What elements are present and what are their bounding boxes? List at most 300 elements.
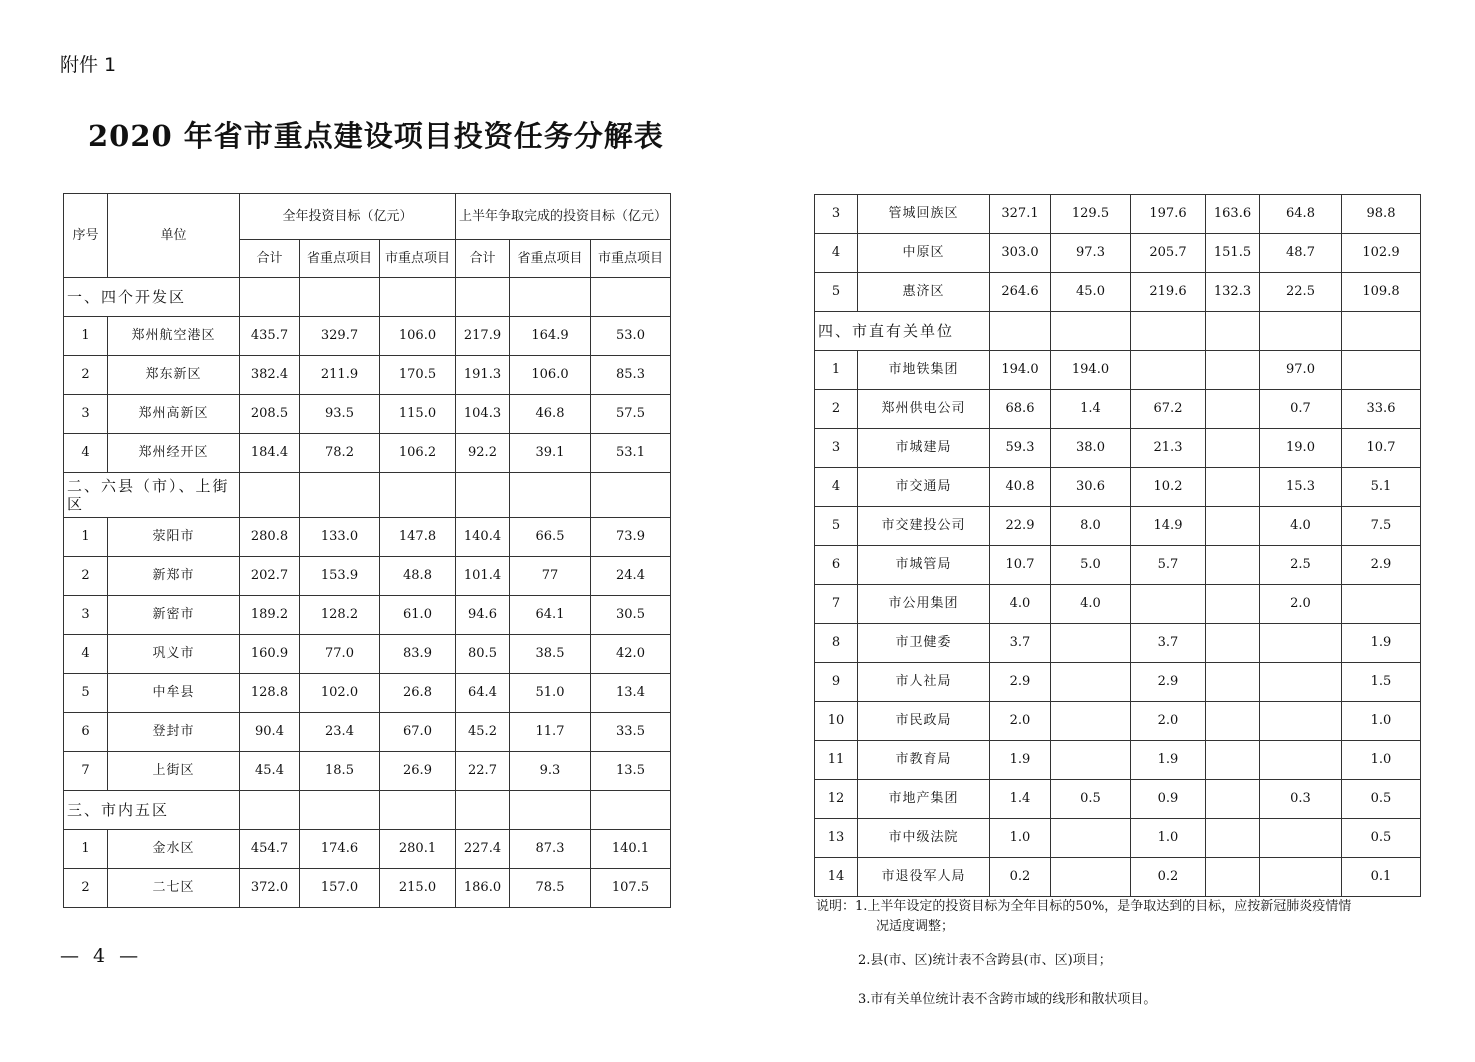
value-cell: 202.7 [240, 557, 300, 596]
unit-cell: 金水区 [108, 830, 240, 869]
value-cell: 160.9 [240, 635, 300, 674]
seq-cell: 3 [64, 395, 108, 434]
value-cell [1131, 585, 1206, 624]
investment-table-right [814, 194, 1421, 897]
unit-cell: 市卫健委 [858, 624, 990, 663]
unit-cell: 市人社局 [858, 663, 990, 702]
value-cell: 21.3 [1131, 429, 1206, 468]
value-cell: 189.2 [240, 596, 300, 635]
value-cell: 0.2 [990, 858, 1051, 897]
value-cell: 147.8 [380, 518, 456, 557]
value-cell: 0.3 [1260, 780, 1342, 819]
header-annual-province: 省重点项目 [300, 240, 380, 278]
value-cell: 4.0 [1260, 507, 1342, 546]
value-cell: 197.6 [1131, 195, 1206, 234]
value-cell: 435.7 [240, 317, 300, 356]
note-line-3: 3.市有关单位统计表不含跨市域的线形和散状项目。 [858, 992, 1157, 1007]
value-cell: 18.5 [300, 752, 380, 791]
empty-cell [990, 312, 1051, 351]
value-cell: 0.1 [1342, 858, 1421, 897]
table-row [64, 635, 671, 674]
value-cell: 115.0 [380, 395, 456, 434]
value-cell: 264.6 [990, 273, 1051, 312]
value-cell: 94.6 [456, 596, 510, 635]
header-unit: 单位 [108, 194, 240, 278]
table-row [815, 195, 1421, 234]
value-cell: 128.8 [240, 674, 300, 713]
empty-cell [300, 791, 380, 830]
value-cell: 303.0 [990, 234, 1051, 273]
table-row [64, 869, 671, 908]
empty-cell [300, 278, 380, 317]
value-cell: 13.5 [591, 752, 671, 791]
value-cell: 1.5 [1342, 663, 1421, 702]
empty-cell [240, 791, 300, 830]
value-cell: 194.0 [990, 351, 1051, 390]
value-cell: 217.9 [456, 317, 510, 356]
seq-cell: 2 [64, 869, 108, 908]
value-cell: 45.2 [456, 713, 510, 752]
value-cell: 0.9 [1131, 780, 1206, 819]
value-cell [1260, 624, 1342, 663]
unit-cell: 郑州供电公司 [858, 390, 990, 429]
table-row [815, 858, 1421, 897]
value-cell [1206, 702, 1260, 741]
table-row [815, 273, 1421, 312]
unit-cell: 上街区 [108, 752, 240, 791]
value-cell: 87.3 [510, 830, 591, 869]
value-cell: 133.0 [300, 518, 380, 557]
value-cell: 208.5 [240, 395, 300, 434]
value-cell [1051, 624, 1131, 663]
empty-cell [510, 278, 591, 317]
empty-cell [456, 473, 510, 518]
value-cell: 38.5 [510, 635, 591, 674]
table-row [64, 356, 671, 395]
empty-cell [1131, 312, 1206, 351]
value-cell: 184.4 [240, 434, 300, 473]
value-cell: 51.0 [510, 674, 591, 713]
value-cell: 10.7 [1342, 429, 1421, 468]
value-cell: 67.0 [380, 713, 456, 752]
empty-cell [240, 278, 300, 317]
table-row [64, 518, 671, 557]
value-cell: 129.5 [1051, 195, 1131, 234]
note-line-2: 2.县(市、区)统计表不含跨县(市、区)项目； [858, 953, 1112, 968]
value-cell [1342, 351, 1421, 390]
value-cell: 2.5 [1260, 546, 1342, 585]
value-cell: 106.0 [380, 317, 456, 356]
empty-cell [1260, 312, 1342, 351]
header-seq: 序号 [64, 194, 108, 278]
value-cell: 1.9 [990, 741, 1051, 780]
unit-cell: 巩义市 [108, 635, 240, 674]
value-cell: 132.3 [1206, 273, 1260, 312]
value-cell: 48.7 [1260, 234, 1342, 273]
seq-cell: 1 [64, 317, 108, 356]
value-cell: 104.3 [456, 395, 510, 434]
value-cell: 0.2 [1131, 858, 1206, 897]
seq-cell: 9 [815, 663, 858, 702]
unit-cell: 市公用集团 [858, 585, 990, 624]
value-cell: 66.5 [510, 518, 591, 557]
value-cell [1206, 819, 1260, 858]
section-row [64, 473, 671, 518]
unit-cell: 市中级法院 [858, 819, 990, 858]
value-cell: 33.6 [1342, 390, 1421, 429]
value-cell [1342, 585, 1421, 624]
value-cell: 4.0 [1051, 585, 1131, 624]
table-row [64, 830, 671, 869]
right-table-body [815, 195, 1421, 897]
seq-cell: 6 [64, 713, 108, 752]
seq-cell: 2 [815, 390, 858, 429]
table-row [815, 234, 1421, 273]
value-cell: 128.2 [300, 596, 380, 635]
value-cell: 64.4 [456, 674, 510, 713]
table-row [815, 741, 1421, 780]
unit-cell: 市地产集团 [858, 780, 990, 819]
left-table-body [64, 278, 671, 908]
document-title: 2020 年省市重点建设项目投资任务分解表 [88, 119, 664, 153]
table-row [64, 596, 671, 635]
value-cell: 327.1 [990, 195, 1051, 234]
value-cell: 15.3 [1260, 468, 1342, 507]
empty-cell [510, 473, 591, 518]
section-title: 三、市内五区 [64, 791, 240, 830]
value-cell: 77.0 [300, 635, 380, 674]
value-cell [1206, 351, 1260, 390]
seq-cell: 7 [64, 752, 108, 791]
table-row [64, 752, 671, 791]
seq-cell: 6 [815, 546, 858, 585]
value-cell: 0.7 [1260, 390, 1342, 429]
value-cell [1206, 507, 1260, 546]
seq-cell: 5 [815, 507, 858, 546]
unit-cell: 中牟县 [108, 674, 240, 713]
value-cell: 280.1 [380, 830, 456, 869]
value-cell: 26.8 [380, 674, 456, 713]
unit-cell: 郑州航空港区 [108, 317, 240, 356]
note-line-1-continued: 况适度调整； [876, 919, 955, 934]
value-cell: 215.0 [380, 869, 456, 908]
value-cell [1206, 468, 1260, 507]
value-cell: 2.9 [1131, 663, 1206, 702]
value-cell: 22.9 [990, 507, 1051, 546]
value-cell: 2.0 [1131, 702, 1206, 741]
unit-cell: 市城建局 [858, 429, 990, 468]
unit-cell: 新密市 [108, 596, 240, 635]
value-cell: 140.4 [456, 518, 510, 557]
value-cell: 45.0 [1051, 273, 1131, 312]
table-row [815, 507, 1421, 546]
value-cell: 78.2 [300, 434, 380, 473]
value-cell: 23.4 [300, 713, 380, 752]
section-title: 二、六县（市）、上街区 [64, 473, 240, 518]
value-cell: 163.6 [1206, 195, 1260, 234]
value-cell: 164.9 [510, 317, 591, 356]
seq-cell: 13 [815, 819, 858, 858]
value-cell: 191.3 [456, 356, 510, 395]
seq-cell: 4 [64, 635, 108, 674]
seq-cell: 14 [815, 858, 858, 897]
value-cell: 2.0 [1260, 585, 1342, 624]
seq-cell: 5 [64, 674, 108, 713]
header-annual-city: 市重点项目 [380, 240, 456, 278]
empty-cell [456, 278, 510, 317]
value-cell: 42.0 [591, 635, 671, 674]
value-cell: 3.7 [990, 624, 1051, 663]
value-cell: 85.3 [591, 356, 671, 395]
value-cell: 67.2 [1131, 390, 1206, 429]
value-cell: 194.0 [1051, 351, 1131, 390]
value-cell [1206, 858, 1260, 897]
unit-cell: 市退役军人局 [858, 858, 990, 897]
value-cell: 64.8 [1260, 195, 1342, 234]
value-cell [1131, 351, 1206, 390]
value-cell [1260, 819, 1342, 858]
value-cell: 1.0 [1131, 819, 1206, 858]
value-cell: 26.9 [380, 752, 456, 791]
value-cell: 98.8 [1342, 195, 1421, 234]
value-cell: 45.4 [240, 752, 300, 791]
header-annual: 全年投资目标（亿元） [240, 194, 456, 240]
seq-cell: 4 [815, 468, 858, 507]
empty-cell [380, 473, 456, 518]
value-cell: 1.9 [1131, 741, 1206, 780]
header-half-total: 合计 [456, 240, 510, 278]
empty-cell [1051, 312, 1131, 351]
value-cell [1206, 546, 1260, 585]
value-cell: 101.4 [456, 557, 510, 596]
unit-cell: 中原区 [858, 234, 990, 273]
value-cell: 19.0 [1260, 429, 1342, 468]
seq-cell: 8 [815, 624, 858, 663]
table-row [815, 624, 1421, 663]
empty-cell [380, 791, 456, 830]
empty-cell [591, 473, 671, 518]
value-cell: 24.4 [591, 557, 671, 596]
value-cell: 280.8 [240, 518, 300, 557]
value-cell: 57.5 [591, 395, 671, 434]
value-cell: 39.1 [510, 434, 591, 473]
value-cell: 174.6 [300, 830, 380, 869]
table-row [815, 390, 1421, 429]
value-cell: 2.9 [990, 663, 1051, 702]
value-cell: 90.4 [240, 713, 300, 752]
value-cell: 170.5 [380, 356, 456, 395]
value-cell: 10.2 [1131, 468, 1206, 507]
value-cell: 11.7 [510, 713, 591, 752]
value-cell: 0.5 [1051, 780, 1131, 819]
unit-cell: 登封市 [108, 713, 240, 752]
table-row [64, 674, 671, 713]
value-cell: 22.5 [1260, 273, 1342, 312]
value-cell [1051, 663, 1131, 702]
value-cell: 186.0 [456, 869, 510, 908]
section-row [64, 278, 671, 317]
value-cell [1206, 429, 1260, 468]
seq-cell: 7 [815, 585, 858, 624]
table-row [64, 434, 671, 473]
unit-cell: 市城管局 [858, 546, 990, 585]
value-cell [1260, 663, 1342, 702]
seq-cell: 5 [815, 273, 858, 312]
empty-cell [1206, 312, 1260, 351]
value-cell: 9.3 [510, 752, 591, 791]
empty-cell [456, 791, 510, 830]
seq-cell: 3 [815, 195, 858, 234]
table-row [815, 819, 1421, 858]
value-cell [1206, 585, 1260, 624]
note-line-1: 说明：1.上半年设定的投资目标为全年目标的50%，是争取达到的目标，应按新冠肺炎疫情情 [816, 899, 1352, 914]
value-cell: 5.1 [1342, 468, 1421, 507]
table-row [815, 585, 1421, 624]
table-row [64, 317, 671, 356]
seq-cell: 1 [815, 351, 858, 390]
table-row [815, 702, 1421, 741]
value-cell: 53.0 [591, 317, 671, 356]
value-cell: 33.5 [591, 713, 671, 752]
table-row [64, 713, 671, 752]
value-cell: 219.6 [1131, 273, 1206, 312]
empty-cell [1342, 312, 1421, 351]
value-cell: 10.7 [990, 546, 1051, 585]
unit-cell: 市民政局 [858, 702, 990, 741]
seq-cell: 4 [64, 434, 108, 473]
table-row [815, 780, 1421, 819]
value-cell [1051, 741, 1131, 780]
value-cell: 46.8 [510, 395, 591, 434]
unit-cell: 管城回族区 [858, 195, 990, 234]
table-row [815, 663, 1421, 702]
value-cell: 4.0 [990, 585, 1051, 624]
value-cell [1260, 702, 1342, 741]
unit-cell: 郑东新区 [108, 356, 240, 395]
value-cell: 59.3 [990, 429, 1051, 468]
value-cell: 157.0 [300, 869, 380, 908]
empty-cell [591, 278, 671, 317]
value-cell: 1.4 [1051, 390, 1131, 429]
value-cell: 1.4 [990, 780, 1051, 819]
seq-cell: 2 [64, 356, 108, 395]
value-cell: 1.0 [990, 819, 1051, 858]
attachment-label: 附件 1 [60, 54, 117, 76]
unit-cell: 新郑市 [108, 557, 240, 596]
value-cell: 1.0 [1342, 702, 1421, 741]
value-cell: 93.5 [300, 395, 380, 434]
header-half-city: 市重点项目 [591, 240, 671, 278]
value-cell: 97.3 [1051, 234, 1131, 273]
section-title: 四、市直有关单位 [815, 312, 990, 351]
value-cell: 14.9 [1131, 507, 1206, 546]
empty-cell [591, 791, 671, 830]
value-cell: 372.0 [240, 869, 300, 908]
value-cell [1206, 741, 1260, 780]
value-cell: 78.5 [510, 869, 591, 908]
seq-cell: 3 [64, 596, 108, 635]
value-cell: 227.4 [456, 830, 510, 869]
value-cell: 151.5 [1206, 234, 1260, 273]
seq-cell: 10 [815, 702, 858, 741]
table-row [815, 546, 1421, 585]
value-cell: 1.0 [1342, 741, 1421, 780]
unit-cell: 市交建投公司 [858, 507, 990, 546]
table-row [815, 351, 1421, 390]
value-cell: 92.2 [456, 434, 510, 473]
value-cell [1206, 624, 1260, 663]
seq-cell: 1 [64, 518, 108, 557]
value-cell: 102.9 [1342, 234, 1421, 273]
unit-cell: 荥阳市 [108, 518, 240, 557]
value-cell [1051, 702, 1131, 741]
value-cell: 5.7 [1131, 546, 1206, 585]
value-cell: 40.8 [990, 468, 1051, 507]
value-cell: 8.0 [1051, 507, 1131, 546]
value-cell: 107.5 [591, 869, 671, 908]
seq-cell: 4 [815, 234, 858, 273]
value-cell: 64.1 [510, 596, 591, 635]
value-cell: 7.5 [1342, 507, 1421, 546]
value-cell: 5.0 [1051, 546, 1131, 585]
value-cell: 109.8 [1342, 273, 1421, 312]
seq-cell: 1 [64, 830, 108, 869]
unit-cell: 市交通局 [858, 468, 990, 507]
value-cell: 68.6 [990, 390, 1051, 429]
value-cell: 61.0 [380, 596, 456, 635]
value-cell [1206, 663, 1260, 702]
empty-cell [380, 278, 456, 317]
section-row [815, 312, 1421, 351]
value-cell: 211.9 [300, 356, 380, 395]
value-cell: 30.5 [591, 596, 671, 635]
value-cell: 102.0 [300, 674, 380, 713]
value-cell: 382.4 [240, 356, 300, 395]
empty-cell [300, 473, 380, 518]
table-row [815, 429, 1421, 468]
value-cell [1260, 741, 1342, 780]
value-cell [1051, 858, 1131, 897]
header-annual-total: 合计 [240, 240, 300, 278]
value-cell: 2.0 [990, 702, 1051, 741]
value-cell: 1.9 [1342, 624, 1421, 663]
value-cell [1260, 858, 1342, 897]
header-half-province: 省重点项目 [510, 240, 591, 278]
table-row [64, 557, 671, 596]
header-half: 上半年争取完成的投资目标（亿元） [456, 194, 671, 240]
value-cell: 97.0 [1260, 351, 1342, 390]
empty-cell [510, 791, 591, 830]
value-cell: 30.6 [1051, 468, 1131, 507]
value-cell: 153.9 [300, 557, 380, 596]
value-cell: 106.0 [510, 356, 591, 395]
value-cell [1051, 819, 1131, 858]
empty-cell [240, 473, 300, 518]
value-cell: 38.0 [1051, 429, 1131, 468]
seq-cell: 3 [815, 429, 858, 468]
unit-cell: 二七区 [108, 869, 240, 908]
value-cell: 53.1 [591, 434, 671, 473]
investment-table-left [63, 193, 671, 908]
seq-cell: 11 [815, 741, 858, 780]
value-cell: 13.4 [591, 674, 671, 713]
value-cell [1206, 780, 1260, 819]
value-cell: 2.9 [1342, 546, 1421, 585]
page-number: — 4 — [60, 945, 143, 967]
seq-cell: 12 [815, 780, 858, 819]
value-cell: 106.2 [380, 434, 456, 473]
unit-cell: 郑州经开区 [108, 434, 240, 473]
